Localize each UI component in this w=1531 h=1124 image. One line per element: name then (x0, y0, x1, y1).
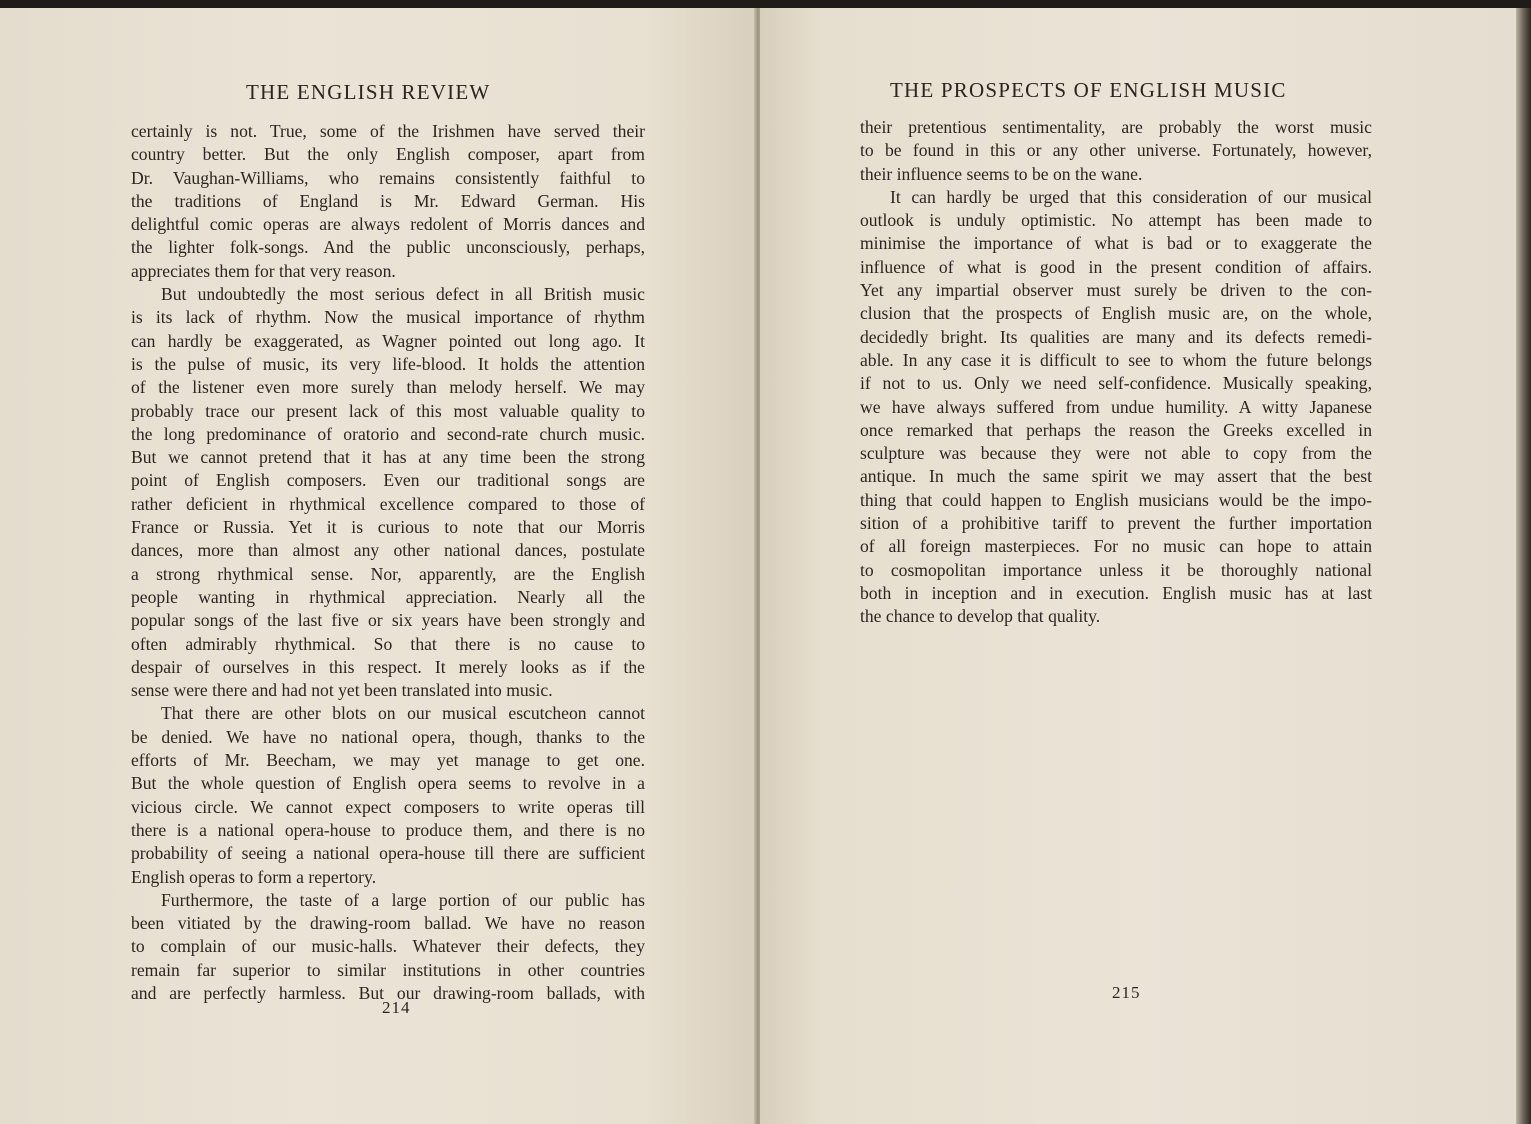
text-line: efforts of Mr. Beecham, we may yet manage to get one. (131, 750, 645, 771)
text-line: probability of seeing a national opera-house till there are sufficient (131, 843, 645, 864)
text-line: be denied. We have no national opera, though, thanks to the (131, 726, 645, 747)
text-line: people wanting in rhythmical appreciation. Nearly all the (131, 586, 645, 607)
text-line: able. In any case it is difficult to see to whom the future belongs (860, 349, 1372, 370)
text-line: But undoubtedly the most serious defect in all British music (161, 284, 645, 305)
text-line: thing that could happen to English musicians would be the impo- (860, 489, 1372, 510)
text-line: is its lack of rhythm. Now the musical importance of rhythm (131, 307, 645, 328)
text-line: their pretentious sentimentality, are probably the worst music (860, 117, 1372, 137)
text-line: popular songs of the last five or six years have been strongly and (131, 610, 645, 631)
text-line: despair of ourselves in this respect. It merely looks as if the (131, 656, 645, 677)
text-line: a strong rhythmical sense. Nor, apparently, are the English (131, 563, 645, 584)
text-line: sition of a prohibitive tariff to prevent the further importation (860, 513, 1372, 534)
text-line: sense were there and had not yet been translated into music. (131, 680, 553, 701)
text-line: dances, more than almost any other national dances, postulate (131, 540, 645, 561)
text-line: and are perfectly harmless. But our drawing-room ballads, with (131, 982, 645, 1003)
text-line: point of English composers. Even our traditional songs are (131, 470, 645, 491)
text-line: once remarked that perhaps the reason the Greeks excelled in (860, 419, 1372, 440)
text-line: both in inception and in execution. English music has at last (860, 582, 1372, 603)
text-line: sculpture was because they were not able to copy from the (860, 443, 1372, 464)
text-line: we have always suffered from undue humility. A witty Japanese (860, 396, 1372, 417)
right-page-body-text (860, 116, 1372, 629)
text-line: But we cannot pretend that it has at any time been the strong (131, 447, 645, 468)
text-line: France or Russia. Yet it is curious to note that our Morris (131, 517, 645, 538)
text-line: can hardly be exaggerated, as Wagner pointed out long ago. It (131, 330, 645, 351)
text-line: decidedly bright. Its qualities are many and its defects remedi- (860, 326, 1372, 347)
text-line: certainly is not. True, some of the Irishmen have served their (131, 121, 645, 141)
text-line: to be found in this or any other universe. Fortunately, however, (860, 140, 1372, 161)
right-page (760, 8, 1518, 1124)
text-line: That there are other blots on our musical escutcheon cannot (161, 703, 645, 724)
text-line: the lighter folk-songs. And the public unconsciously, perhaps, (131, 237, 645, 258)
left-page-body-text (131, 120, 645, 1005)
text-line: the traditions of England is Mr. Edward German. His (131, 190, 645, 211)
text-line: appreciates them for that very reason. (131, 260, 396, 281)
text-line: the long predominance of oratorio and second-rate church music. (131, 423, 645, 444)
text-line: antique. In much the same spirit we may assert that the best (860, 466, 1372, 487)
text-line: there is a national opera-house to produce them, and there is no (131, 819, 645, 840)
running-head-left: THE ENGLISH REVIEW (246, 80, 491, 104)
text-line: of all foreign masterpieces. For no music can hope to attain (860, 536, 1372, 557)
text-line: often admirably rhythmical. So that there is no cause to (131, 633, 645, 654)
text-line: delightful comic operas are always redolent of Morris dances and (131, 214, 645, 235)
running-head-right: THE PROSPECTS OF ENGLISH MUSIC (890, 78, 1287, 102)
left-page (0, 8, 756, 1124)
text-line: influence of what is good in the present condition of affairs. (860, 256, 1372, 277)
page-edge (1516, 8, 1531, 1124)
text-line: But the whole question of English opera seems to revolve in a (131, 773, 645, 794)
page-number-left: 214 (382, 998, 411, 1017)
text-line: English operas to form a repertory. (131, 866, 377, 887)
text-line: their influence seems to be on the wane. (860, 163, 1143, 184)
text-line: country better. But the only English composer, apart from (131, 144, 645, 165)
text-line: been vitiated by the drawing-room ballad. We have no reason (131, 913, 645, 934)
text-line: the chance to develop that quality. (860, 606, 1101, 627)
text-line: Dr. Vaughan-Williams, who remains consistently faithful to (131, 167, 645, 188)
text-line: clusion that the prospects of English music are, on the whole, (860, 303, 1372, 324)
text-line: rather deficient in rhythmical excellence compared to those of (131, 493, 645, 514)
text-line: probably trace our present lack of this most valuable quality to (131, 400, 645, 421)
text-line: to cosmopolitan importance unless it be thoroughly national (860, 559, 1372, 580)
text-line: Yet any impartial observer must surely be driven to the con- (860, 280, 1372, 301)
text-line: remain far superior to similar institutions in other countries (131, 959, 645, 980)
text-line: minimise the importance of what is bad or to exaggerate the (860, 233, 1372, 254)
text-line: outlook is unduly optimistic. No attempt has been made to (860, 210, 1372, 231)
text-line: Furthermore, the taste of a large portion of our public has (161, 889, 645, 910)
text-line: vicious circle. We cannot expect composers to write operas till (131, 796, 645, 817)
text-line: It can hardly be urged that this consideration of our musical (890, 186, 1372, 207)
text-line: if not to us. Only we need self-confidence. Musically speaking, (860, 373, 1372, 394)
text-line: of the listener even more surely than melody herself. We may (131, 377, 645, 398)
text-line: to complain of our music-halls. Whatever their defects, they (131, 936, 645, 957)
page-number-right: 215 (1112, 983, 1141, 1002)
text-line: is the pulse of music, its very life-blood. It holds the attention (131, 353, 645, 374)
